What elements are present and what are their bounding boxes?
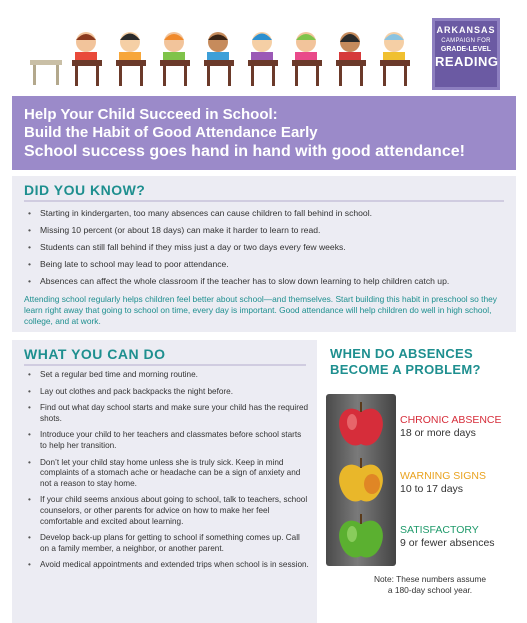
status-detail: 18 or more days (400, 427, 476, 439)
red-apple-icon (334, 400, 388, 450)
note-line-1: Note: These numbers assume (373, 574, 487, 584)
what-you-can-do-heading: WHAT YOU CAN DO (24, 346, 166, 362)
divider (24, 200, 504, 202)
desks-row (72, 60, 410, 86)
status-label: WARNING SIGNS (400, 470, 486, 482)
banner-title-line-2: Build the Habit of Good Attendance Early (24, 124, 318, 141)
attendance-paragraph: Attending school regularly helps children feel better about school—and themselves. Start building this habit in preschool so they learn right away that going to school on time, every day is important. Good attendance will help children do well in high school, college, and at work. (24, 294, 497, 326)
kid-6-icon (295, 32, 317, 62)
kid-2-icon (119, 32, 141, 62)
status-satisfactory (400, 524, 520, 550)
school-year-note (340, 574, 520, 596)
kid-1-icon (75, 32, 97, 62)
status-label: SATISFACTORY (400, 524, 479, 536)
logo-line-1: ARKANSAS (436, 25, 496, 35)
attendance-meter (326, 394, 396, 566)
banner-title-line-1: Help Your Child Succeed in School: (24, 106, 278, 123)
absences-heading (330, 346, 520, 378)
list-item: • If your child seems anxious about going to school, talk to teachers, school counselors, or other parents for advice on how to make her feel comfortable and excited about learning. (28, 495, 310, 527)
what-you-can-do-section (12, 340, 317, 623)
kid-7-icon (339, 32, 361, 62)
empty-desk-icon (30, 60, 62, 85)
green-apple-icon (334, 512, 388, 562)
list-item: • Develop back-up plans for getting to school if something comes up. Call on a family member, a neighbor, or another parent. (28, 533, 310, 554)
absences-heading-line-1: WHEN DO ABSENCES (330, 346, 473, 361)
kid-8-icon (383, 32, 405, 62)
list-item: • Being late to school may lead to poor attendance. (28, 259, 508, 270)
what-you-can-do-list (28, 370, 310, 577)
divider (24, 364, 306, 366)
list-item: • Starting in kindergarten, too many absences can cause children to fall behind in school. (28, 208, 508, 219)
logo-line-2: CAMPAIGN FOR (441, 38, 491, 44)
list-item: • Lay out clothes and pack backpacks the night before. (28, 387, 310, 398)
logo-line-4: READING (435, 54, 499, 69)
title-banner (12, 96, 516, 170)
list-item: • Avoid medical appointments and extended trips when school is in session. (28, 560, 310, 571)
children-at-desks-illustration (28, 26, 428, 88)
did-you-know-list (28, 208, 508, 293)
did-you-know-heading: DID YOU KNOW? (24, 182, 146, 198)
logo-line-3: GRADE-LEVEL (440, 46, 492, 53)
list-item: • Find out what day school starts and make sure your child has the required shots. (28, 403, 310, 424)
kid-3-icon (163, 32, 185, 62)
list-item: • Introduce your child to her teachers and classmates before school starts to help her transition. (28, 430, 310, 451)
status-detail: 9 or fewer absences (400, 537, 495, 549)
list-item: • Don’t let your child stay home unless she is truly sick. Keep in mind complaints of a stomach ache or headache can be a sign of anxiety and not a reason to stay home. (28, 458, 310, 490)
list-item: • Set a regular bed time and morning routine. (28, 370, 310, 381)
banner-subtitle: School success goes hand in hand with good attendance! (24, 143, 465, 160)
did-you-know-section (12, 176, 516, 332)
list-item: • Missing 10 percent (or about 18 days) can make it harder to learn to read. (28, 225, 508, 236)
status-warning-signs (400, 470, 520, 496)
yellow-apple-icon (334, 456, 388, 506)
list-item: • Absences can affect the whole classroom if the teacher has to slow down learning to help children catch up. (28, 276, 508, 287)
status-label: CHRONIC ABSENCE (400, 414, 502, 426)
kid-4-icon (207, 32, 229, 62)
header-illustration (0, 0, 527, 94)
kid-5-icon (251, 32, 273, 62)
status-chronic-absence (400, 414, 520, 440)
note-line-2: a 180-day school year. (387, 585, 473, 595)
status-detail: 10 to 17 days (400, 483, 464, 495)
list-item: • Students can still fall behind if they miss just a day or two days every few weeks. (28, 242, 508, 253)
absences-heading-line-2: BECOME A PROBLEM? (330, 362, 481, 377)
campaign-logo (432, 18, 500, 90)
